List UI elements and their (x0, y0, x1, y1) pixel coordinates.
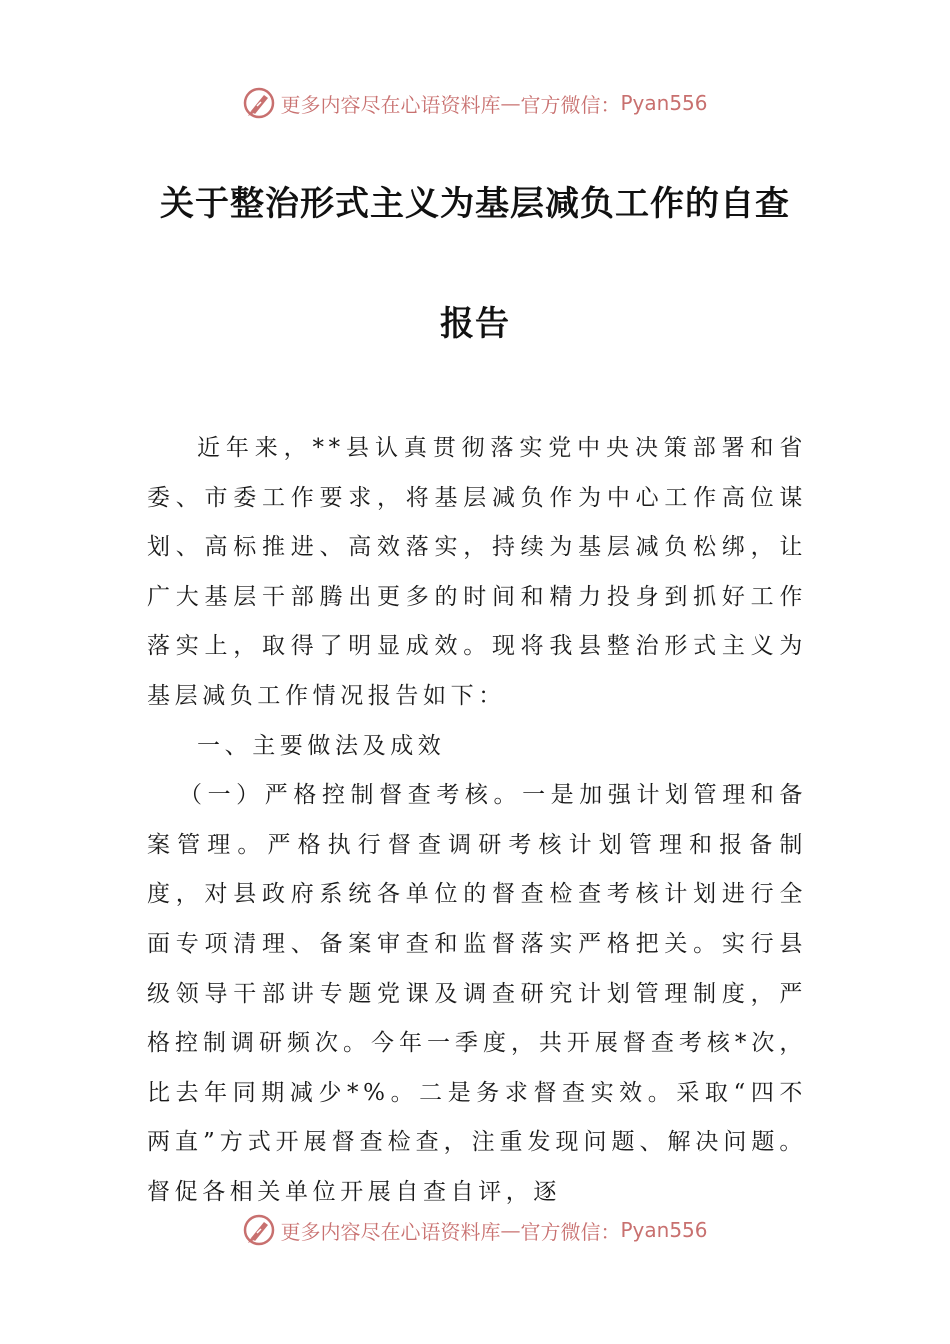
pen-nib-icon (242, 1213, 276, 1247)
watermark-label: 官方微信： (520, 1219, 621, 1244)
pen-nib-icon (242, 86, 276, 120)
watermark-banner-bottom (0, 1210, 950, 1250)
document-title-line1: 关于整治形式主义为基层减负工作的自查 (160, 184, 790, 224)
document-title-line2: 报告 (440, 304, 510, 344)
section-heading: 一、主要做法及成效 (197, 732, 446, 759)
watermark-dash: — (500, 1218, 521, 1242)
watermark-brand: 更多内容尽在心语资料库 (280, 1219, 501, 1244)
watermark-brand: 更多内容尽在心语资料库 (280, 92, 501, 117)
body-paragraph: 近年来，**县认真贯彻落实党中央决策部署和省委、市委工作要求，将基层减负作为中心工作高位谋划、高标推进、高效落实，持续为基层减负松绑，让广大基层干部腾出更多的时间和精力投身到抓好工作落实上，取得了明显成效。现将我县整治形式主义为基层减负工作情况报告如下： (147, 435, 807, 709)
document-body (147, 424, 807, 1218)
watermark-dash: — (500, 91, 521, 115)
watermark-account: Pyan556 (620, 1218, 708, 1242)
watermark-account: Pyan556 (620, 91, 708, 115)
body-paragraph: （一）严格控制督查考核。一是加强计划管理和备案管理。严格执行督查调研考核计划管理和报备制度，对县政府系统各单位的督查检查考核计划进行全面专项清理、备案审查和监督落实严格把关。实行县级领导干部讲专题党课及调查研究计划管理制度，严格控制调研频次。今年一季度，共开展督查考核*次，比去年同期减少*%。二是务求督查实效。采取“四不两直”方式开展督查检查，注重发现问题、解决问题。督促各相关单位开展自查自评，逐 (147, 782, 807, 1205)
watermark-label: 官方微信： (520, 92, 621, 117)
watermark-banner-top (0, 83, 950, 123)
